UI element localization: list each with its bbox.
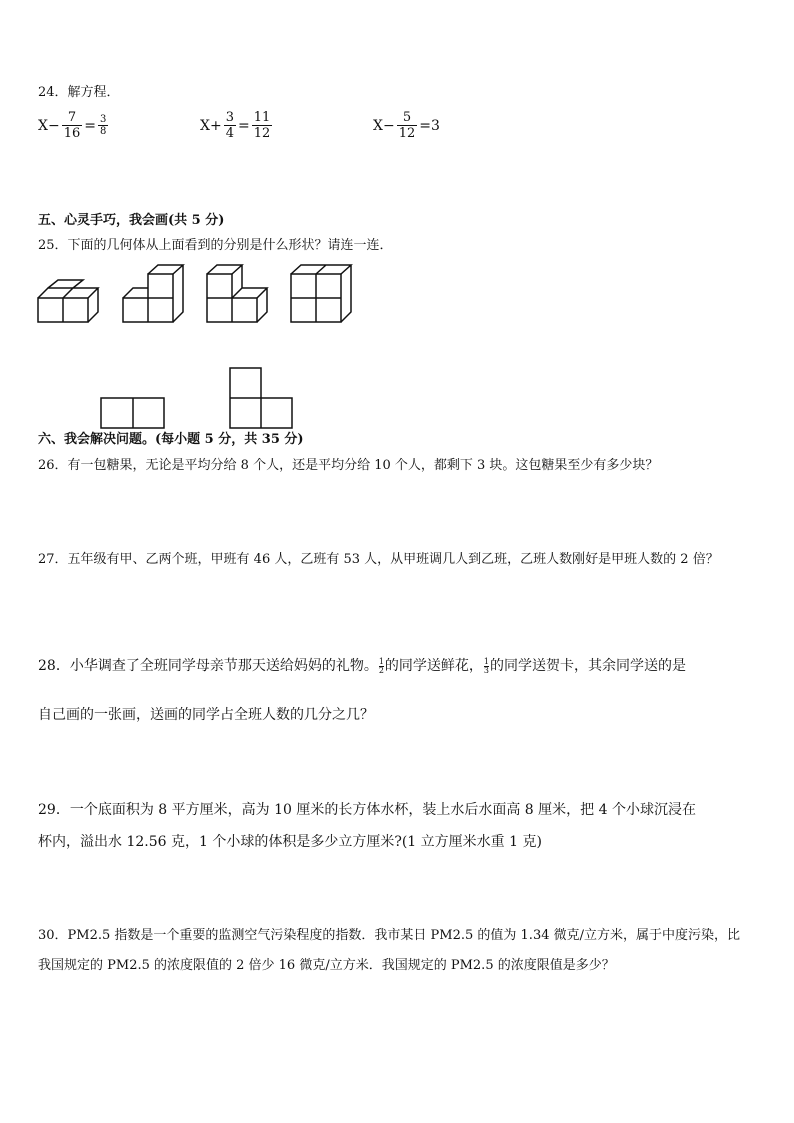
section5-title: 五、心灵手巧，我会画(共 5 分) xyxy=(38,213,225,228)
q28-part3: 的同学送贺卡，其余同学送的是 xyxy=(490,658,687,674)
q28-part2: 的同学送鲜花， xyxy=(384,658,483,674)
eq1-fraction: $\frac{7}{16}$ xyxy=(63,110,81,141)
equation-2 xyxy=(200,110,274,141)
eq2-rhs-fraction: $\frac{11}{12}$ xyxy=(253,110,271,141)
top-views-figure xyxy=(95,360,305,432)
eq2-lhs: X+ xyxy=(200,117,222,134)
q24-title: 24．解方程． xyxy=(38,85,120,100)
solid-2 xyxy=(123,265,183,322)
top-view-1 xyxy=(101,398,164,428)
q28-line1 xyxy=(38,657,686,675)
q27-text: 27．五年级有甲、乙两个班，甲班有 46 人，乙班有 53 人，从甲班调几人到乙班，乙班人数刚好是甲班人数的 2 倍？ xyxy=(38,552,719,567)
solid-1 xyxy=(38,280,98,322)
q28-fraction-1: $\frac{1}{2}$ xyxy=(378,656,384,675)
solids-figure xyxy=(30,258,370,328)
eq2-fraction: $\frac{3}{4}$ xyxy=(225,110,234,141)
q25-text: 25．下面的几何体从上面看到的分别是什么形状？请连一连． xyxy=(38,238,393,253)
eq3-lhs: X− xyxy=(373,117,395,134)
q30-line1: 30．PM2.5 指数是一个重要的监测空气污染程度的指数．我市某日 PM2.5 的值为 1.34 微克/立方米，属于中度污染，比 xyxy=(38,928,740,943)
q28-fraction-2: $\frac{1}{3}$ xyxy=(483,656,490,675)
section6-title: 六、我会解决问题。(每小题 5 分，共 35 分) xyxy=(38,432,304,447)
eq1-lhs: X− xyxy=(38,117,60,134)
solid-4 xyxy=(291,265,351,322)
q28-line2: 自己画的一张画，送画的同学占全班人数的几分之几？ xyxy=(38,707,374,723)
equation-3 xyxy=(373,110,440,141)
eq1-rhs-fraction: $\frac{3}{8}$ xyxy=(99,114,107,137)
eq2-equals: = xyxy=(237,117,250,134)
q26-text: 26．有一包糖果，无论是平均分给 8 个人，还是平均分给 10 个人，都剩下 3 块。这包糖果至少有多少块？ xyxy=(38,458,659,473)
solid-3 xyxy=(207,265,267,322)
eq1-equals: = xyxy=(84,117,96,134)
q29-line1: 29．一个底面积为 8 平方厘米，高为 10 厘米的长方体水杯，装上水后水面高 8 厘米，把 4 个小球沉浸在 xyxy=(38,802,696,818)
q30-line2: 我国规定的 PM2.5 的浓度限值的 2 倍少 16 微克/立方米．我国规定的 PM2.5 的浓度限值是多少？ xyxy=(38,958,615,973)
top-view-2 xyxy=(230,368,292,428)
eq3-fraction: $\frac{5}{12}$ xyxy=(398,110,416,141)
q28-part1: 28．小华调查了全班同学母亲节那天送给妈妈的礼物。 xyxy=(38,658,378,674)
equation-1 xyxy=(38,110,110,141)
q29-line2: 杯内，溢出水 12.56 克，1 个小球的体积是多少立方厘米?(1 立方厘米水重 1 克) xyxy=(38,834,542,850)
eq3-rhs: =3 xyxy=(419,117,440,134)
